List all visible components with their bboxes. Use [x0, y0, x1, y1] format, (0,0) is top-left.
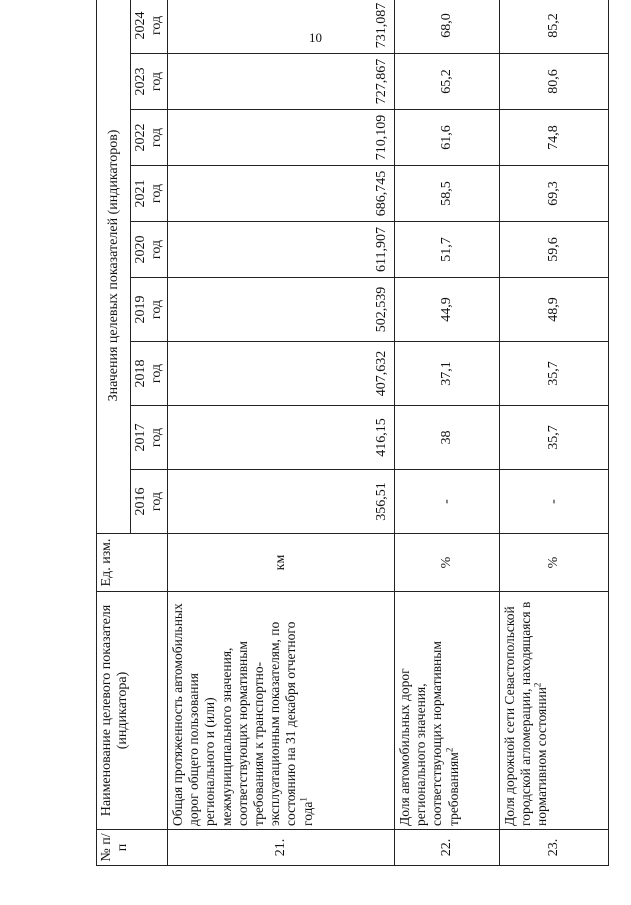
row-unit: % [500, 534, 609, 592]
row-value-2022: 74,8 [500, 110, 609, 166]
row-value-2020: 611,907 [168, 222, 395, 278]
row-value-2017: 35,7 [500, 406, 609, 470]
row-value-2017: 416,15 [168, 406, 395, 470]
row-name: Общая протяженность автомобильных дорог общего пользования регионального и (или) межмуниципального значения, соответствующих нормативным требованиям к транспортно-эксплуатационным показателям, по состоянию на 31 декабря отчетного года$^1$ [168, 592, 395, 830]
row-value-2023: 80,6 [500, 54, 609, 110]
row-value-2023: 65,2 [395, 54, 500, 110]
header-name: Наименование целевого показателя (индикатора) [97, 592, 168, 830]
header-year-2016: 2016 год [131, 470, 168, 534]
row-value-2019: 502,539 [168, 278, 395, 342]
header-num: № п/п [97, 830, 168, 866]
row-value-2018: 37,1 [395, 342, 500, 406]
row-num: 23. [500, 830, 609, 866]
table-row [168, 0, 395, 866]
row-value-2020: 51,7 [395, 222, 500, 278]
row-value-2021: 58,5 [395, 166, 500, 222]
row-value-2018: 35,7 [500, 342, 609, 406]
row-value-2017: 38 [395, 406, 500, 470]
row-value-2016: - [500, 470, 609, 534]
header-year-2024: 2024 год [131, 0, 168, 54]
row-name: Доля автомобильных дорог регионального значения, соответствующих нормативным требованиям$^2$ [395, 592, 500, 830]
header-values-group: Значения целевых показателей (индикаторов) [97, 0, 131, 534]
row-value-2021: 686,745 [168, 166, 395, 222]
header-year-2021: 2021 год [131, 166, 168, 222]
header-year-2017: 2017 год [131, 406, 168, 470]
row-value-2016: 356,51 [168, 470, 395, 534]
row-value-2024: 731,087 [168, 0, 395, 54]
indicators-table [96, 0, 609, 866]
row-value-2018: 407,632 [168, 342, 395, 406]
row-unit: км [168, 534, 395, 592]
header-year-2019: 2019 год [131, 278, 168, 342]
row-unit: % [395, 534, 500, 592]
row-value-2021: 69,3 [500, 166, 609, 222]
row-value-2020: 59,6 [500, 222, 609, 278]
row-value-2019: 48,9 [500, 278, 609, 342]
row-value-2016: - [395, 470, 500, 534]
table-row [500, 0, 609, 866]
row-value-2022: 61,6 [395, 110, 500, 166]
header-row-group [97, 0, 131, 866]
header-unit: Ед. изм. [97, 534, 168, 592]
header-year-2020: 2020 год [131, 222, 168, 278]
rotated-table-container [96, 2, 608, 866]
row-value-2022: 710,109 [168, 110, 395, 166]
row-value-2019: 44,9 [395, 278, 500, 342]
row-name: Доля дорожной сети Севастопольской городской агломерации, находящаяся в нормативном состоянии$^2$ [500, 592, 609, 830]
row-value-2024: 68,0 [395, 0, 500, 54]
header-year-2023: 2023 год [131, 54, 168, 110]
row-value-2024: 85,2 [500, 0, 609, 54]
row-num: 22. [395, 830, 500, 866]
row-num: 21. [168, 830, 395, 866]
header-year-2018: 2018 год [131, 342, 168, 406]
header-year-2022: 2022 год [131, 110, 168, 166]
row-value-2023: 727,867 [168, 54, 395, 110]
table-row [395, 0, 500, 866]
page-number: 10 [309, 30, 322, 45]
